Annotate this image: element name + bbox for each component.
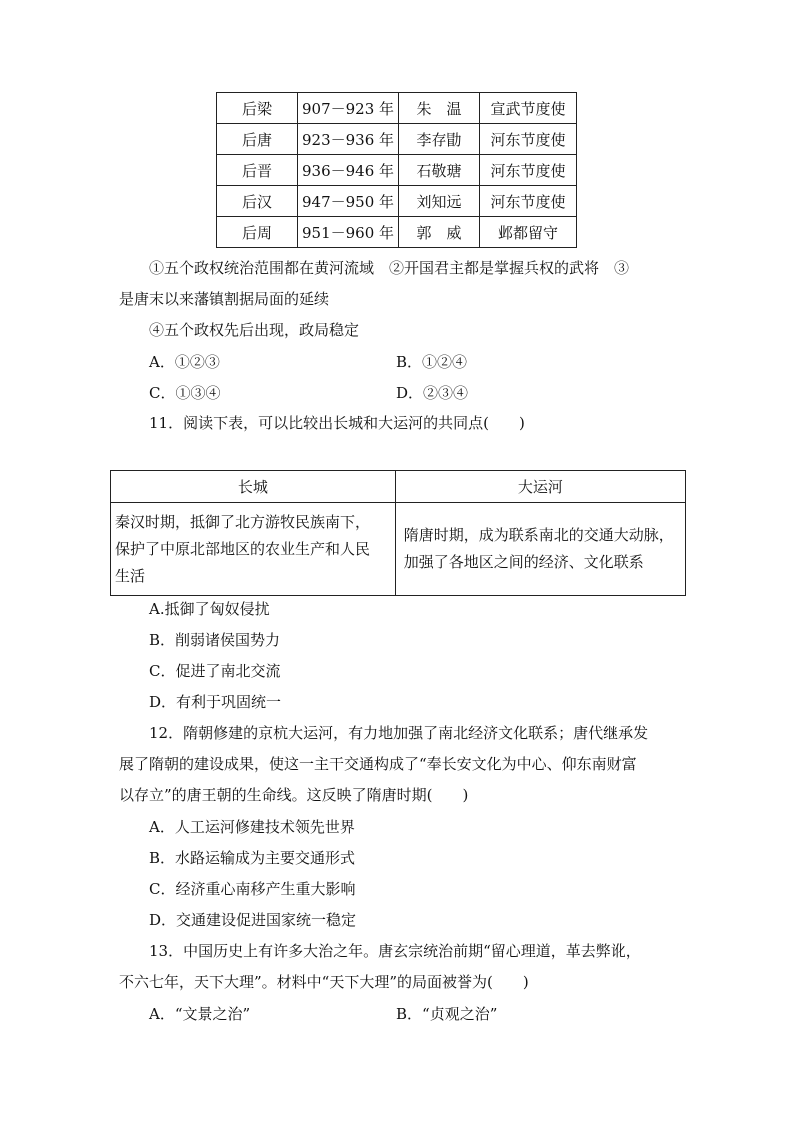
q10-option-c[interactable]: C．①③④ (149, 384, 221, 402)
q11-option-c[interactable]: C．促进了南北交流 (149, 662, 281, 680)
comparison-table (110, 470, 686, 596)
q13-option-a[interactable]: A．“文景之治” (149, 1005, 251, 1023)
canal-line: 隋唐时期，成为联系南北的交通大动脉， (403, 526, 674, 544)
q10-statement-line2: 是唐末以来藩镇割据局面的延续 (119, 290, 330, 308)
q10-statement-line1: ①五个政权统治范围都在黄河流域 ②开国君主都是掌握兵权的武将 ③ (149, 259, 630, 277)
dynasty-row (217, 124, 577, 155)
dynasty-name-cell: 后汉 (217, 186, 298, 217)
dynasty-origin-cell: 宣武节度使 (480, 93, 577, 124)
dynasty-founder-cell: 朱 温 (399, 93, 480, 124)
dynasty-years-cell: 951－960 年 (298, 217, 399, 248)
q12-stem-line1: 12．隋朝修建的京杭大运河，有力地加强了南北经济文化联系；唐代继承发 (149, 724, 649, 742)
dynasty-years-cell: 947－950 年 (298, 186, 399, 217)
dynasty-name-cell: 后晋 (217, 155, 298, 186)
q10-option-b[interactable]: B．①②④ (396, 353, 468, 371)
q13-stem-line2: 不六七年，天下大理”。材料中“天下大理”的局面被誉为( ) (119, 973, 529, 991)
wall-line: 保护了中原北部地区的农业生产和人民 (115, 539, 371, 558)
dynasty-row (217, 155, 577, 186)
dynasty-origin-cell: 河东节度使 (480, 124, 577, 155)
q11-option-a[interactable]: A.抵御了匈奴侵扰 (149, 600, 270, 618)
dynasty-founder-cell: 刘知远 (399, 186, 480, 217)
canal-line: 加强了各地区之间的经济、文化联系 (403, 553, 644, 571)
dynasty-row (217, 186, 577, 217)
dynasty-table (216, 92, 577, 248)
dynasty-founder-cell: 石敬瑭 (399, 155, 480, 186)
q10-option-d[interactable]: D．②③④ (396, 384, 469, 402)
q12-stem-line3: 以存立”的唐王朝的生命线。这反映了隋唐时期( ) (119, 786, 469, 804)
dynasty-years-cell: 923－936 年 (298, 124, 399, 155)
q12-option-c[interactable]: C．经济重心南移产生重大影响 (149, 880, 356, 898)
dynasty-name-cell: 后唐 (217, 124, 298, 155)
q11-option-d[interactable]: D．有利于巩固统一 (149, 693, 282, 711)
q10-option-a[interactable]: A．①②③ (149, 353, 220, 371)
dynasty-name-cell: 后周 (217, 217, 298, 248)
comparison-cell-wall (111, 503, 396, 596)
comparison-header-canal: 大运河 (395, 471, 685, 503)
q12-stem-line2: 展了隋朝的建设成果，使这一主干交通构成了“奉长安文化为中心、仰东南财富 (119, 755, 637, 773)
q11-stem: 11．阅读下表，可以比较出长城和大运河的共同点( ) (149, 414, 525, 432)
dynasty-table-body (217, 93, 577, 248)
q11-option-b[interactable]: B．削弱诸侯国势力 (149, 631, 281, 649)
dynasty-row (217, 93, 577, 124)
comparison-cell-canal (395, 503, 685, 596)
dynasty-name-cell: 后梁 (217, 93, 298, 124)
comparison-header-wall: 长城 (111, 471, 396, 503)
q10-statement-line3: ④五个政权先后出现，政局稳定 (149, 321, 360, 339)
dynasty-founder-cell: 郭 威 (399, 217, 480, 248)
wall-line: 生活 (115, 566, 146, 585)
wall-line: 秦汉时期，抵御了北方游牧民族南下， (115, 512, 371, 531)
dynasty-years-cell: 936－946 年 (298, 155, 399, 186)
dynasty-origin-cell: 河东节度使 (480, 155, 577, 186)
dynasty-origin-cell: 邺都留守 (480, 217, 577, 248)
dynasty-origin-cell: 河东节度使 (480, 186, 577, 217)
dynasty-founder-cell: 李存勖 (399, 124, 480, 155)
q12-option-b[interactable]: B．水路运输成为主要交通形式 (149, 849, 356, 867)
dynasty-years-cell: 907－923 年 (298, 93, 399, 124)
q13-option-b[interactable]: B．“贞观之治” (396, 1005, 498, 1023)
q12-option-a[interactable]: A．人工运河修建技术领先世界 (149, 818, 355, 836)
q13-stem-line1: 13．中国历史上有许多大治之年。唐玄宗统治前期“留心理道，革去弊讹， (149, 942, 641, 960)
q12-option-d[interactable]: D．交通建设促进国家统一稳定 (149, 911, 357, 929)
dynasty-row (217, 217, 577, 248)
